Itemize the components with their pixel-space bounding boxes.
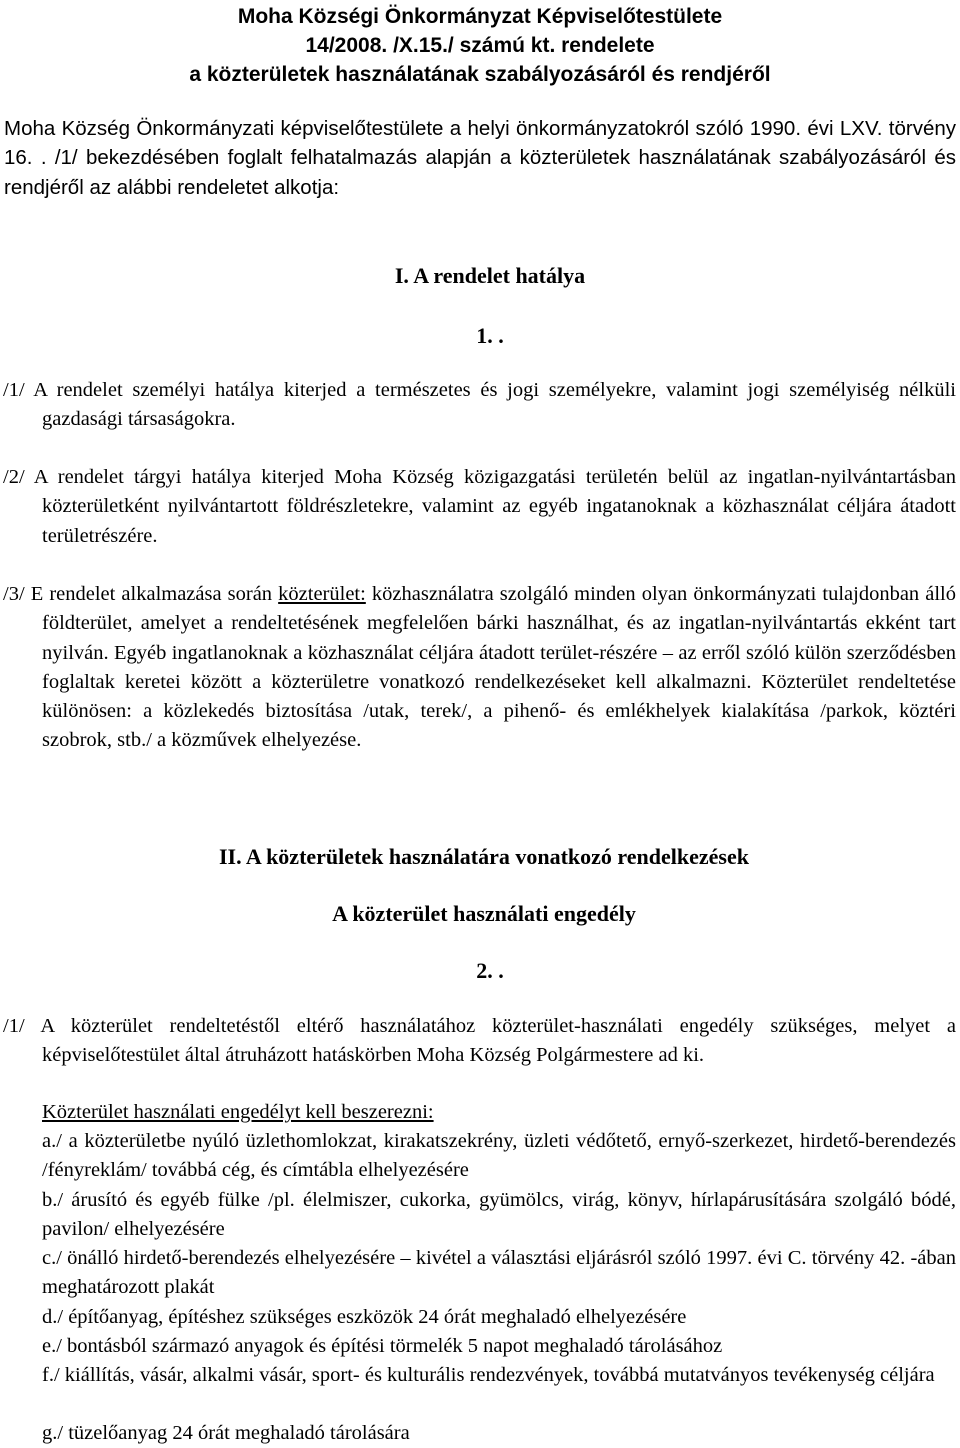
section2-subheading: A közterület használati engedély — [332, 901, 636, 926]
section1-p1: /1/ A rendelet személyi hatálya kiterjed a természetes és jogi személyekre, valamint jogi személyiség nélküli gazdasági társaságokra. — [3, 379, 956, 431]
section1-heading: I. A rendelet hatálya — [394, 263, 586, 288]
section2-heading: II. A közterületek használatára vonatkozó rendelkezések — [218, 844, 749, 869]
doc-title-line2: 14/2008. /X.15./ számú kt. rendelete — [305, 34, 655, 57]
section1-p3 — [3, 580, 957, 756]
p3-rest: közhasználatra szolgáló minden olyan önkormányzati tulajdonban álló földterület, amelyet a rendeltetésének megfelelően bárki használhat, és az ingatlan-nyilvántartás ekként tart nyilván. Egyéb ingatlanoknak a közhasználat céljára átadott terület-részére – az erről szóló külön szerződésben foglaltak keretei között a közterületre vonatkozó rendelkezéseket kell alkalmazni. Közterület rendeltetése különösen: a közlekedés biztosítása /utak, terek/, a pihenő- és emlékhelyek kialakítása /parkok, köztéri szobrok, stb./ a közművek elhelyezése. — [42, 583, 957, 752]
list-title: Közterület használati engedélyt kell beszerezni: — [42, 1101, 434, 1123]
doc-title-line1: Moha Községi Önkormányzat Képviselőtestülete — [237, 5, 723, 28]
section2-paragraph-number: 2. . — [476, 958, 504, 983]
section1-paragraph-number: 1. . — [476, 323, 504, 348]
list-item-d: d./ építőanyag, építéshez szükséges eszközök 24 órát meghaladó elhelyezésére — [42, 1306, 687, 1328]
list-item-a: a./ a közterületbe nyúló üzlethomlokzat, kirakatszekrény, üzleti védőtető, ernyő-szerkezet, hirdető-berendezés /fényreklám/ továbbá cég, és címtábla elhelyezésére — [42, 1130, 956, 1182]
doc-title-line3: a közterületek használatának szabályozásáról és rendjéről — [189, 63, 771, 86]
list-item-e: e./ bontásból származó anyagok és építési törmelék 5 napot meghaladó tárolásához — [42, 1335, 723, 1357]
list-item-g: g./ tüzelőanyag 24 órát meghaladó tárolására — [42, 1422, 410, 1444]
term-kozterulet: közterület: — [278, 583, 366, 605]
intro-paragraph: Moha Község Önkormányzati képviselőtestülete a helyi önkormányzatokról szóló 1990. évi LXV. törvény 16. . /1/ bekezdésében foglalt felhatalmazás alapján a közterületek használatának szabályozásáról és rendjéről az alábbi rendeletet alkotja: — [4, 117, 956, 199]
p3-lead: /3/ E rendelet alkalmazása során — [3, 583, 279, 605]
section2-p1: /1/ A közterület rendeltetéstől eltérő használatához közterület-használati engedély szükséges, melyet a képviselőtestület által átruházott hatáskörben Moha Község Polgármestere ad ki. — [3, 1015, 956, 1067]
section1-p2: /2/ A rendelet tárgyi hatálya kiterjed Moha Község közigazgatási területén belül az ingatlan-nyilvántartásban közterületként nyilvántartott földrészletekre, valamint az egyéb ingatanoknak a közhasználat céljára átadott területrészére. — [3, 466, 956, 547]
list-item-b: b./ árusító és egyéb fülke /pl. élelmiszer, cukorka, gyümölcs, virág, könyv, hírlapárusítására szolgáló bódé, pavilon/ elhelyezésére — [42, 1189, 956, 1241]
list-item-f: f./ kiállítás, vásár, alkalmi vásár, sport- és kulturális rendezvények, továbbá mutatványos tevékenység céljára — [42, 1364, 935, 1386]
list-item-c: c./ önálló hirdető-berendezés elhelyezésére – kivétel a választási eljárásról szóló 1997. évi C. törvény 42. -ában meghatározott plakát — [42, 1247, 956, 1299]
